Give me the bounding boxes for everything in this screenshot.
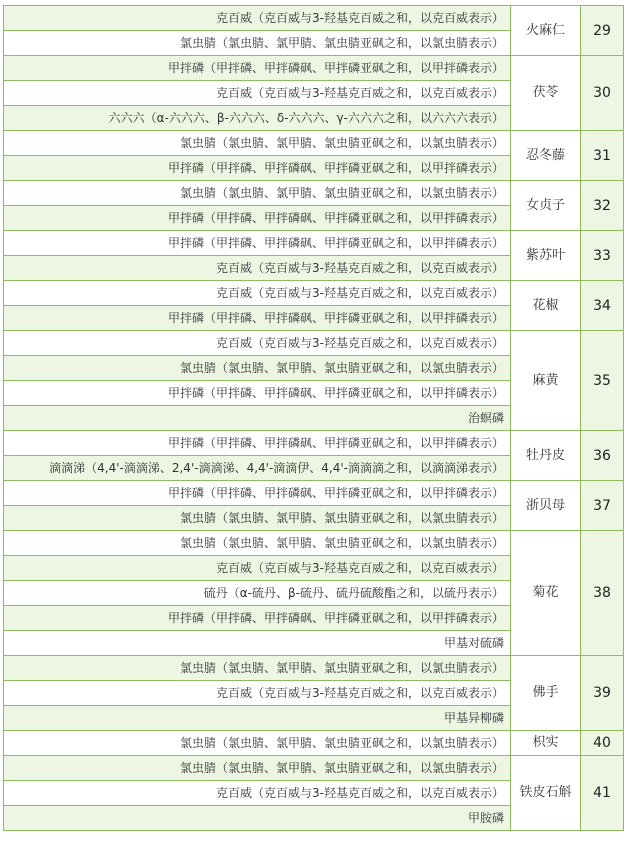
residue-cell: 克百威（克百威与3-羟基克百威之和，以克百威表示） [4,256,511,281]
herb-name-cell: 铁皮石斛 [511,756,581,831]
row-number-cell: 40 [581,731,624,756]
row-number-cell: 31 [581,131,624,181]
row-number-cell: 34 [581,281,624,331]
residue-cell: 氯虫腈（氯虫腈、氯甲腈、氯虫腈亚砜之和，以氯虫腈表示） [4,506,511,531]
residue-cell: 甲拌磷（甲拌磷、甲拌磷砜、甲拌磷亚砜之和，以甲拌磷表示） [4,431,511,456]
table-row [4,331,624,356]
residue-cell: 氯虫腈（氯虫腈、氯甲腈、氯虫腈亚砜之和，以氯虫腈表示） [4,131,511,156]
residue-cell: 六六六（α-六六六、β-六六六、δ-六六六、γ-六六六之和，以六六六表示） [4,106,511,131]
residue-cell: 氯虫腈（氯虫腈、氯甲腈、氯虫腈亚砜之和，以氯虫腈表示） [4,731,511,756]
herb-name-cell: 女贞子 [511,181,581,231]
table-row [4,181,624,206]
table-row [4,231,624,256]
residue-cell: 甲拌磷（甲拌磷、甲拌磷砜、甲拌磷亚砜之和，以甲拌磷表示） [4,56,511,81]
herb-name-cell: 菊花 [511,531,581,656]
row-number-cell: 38 [581,531,624,656]
residue-cell: 氯虫腈（氯虫腈、氯甲腈、氯虫腈亚砜之和，以氯虫腈表示） [4,656,511,681]
row-number-cell: 37 [581,481,624,531]
row-number-cell: 32 [581,181,624,231]
herb-name-cell: 牡丹皮 [511,431,581,481]
residue-cell: 氯虫腈（氯虫腈、氯甲腈、氯虫腈亚砜之和，以氯虫腈表示） [4,531,511,556]
residue-cell: 甲基对硫磷 [4,631,511,656]
herb-name-cell: 茯苓 [511,56,581,131]
herb-name-cell: 花椒 [511,281,581,331]
herb-name-cell: 忍冬藤 [511,131,581,181]
residue-cell: 治螟磷 [4,406,511,431]
table-row [4,6,624,31]
row-number-cell: 41 [581,756,624,831]
residue-cell: 克百威（克百威与3-羟基克百威之和，以克百威表示） [4,556,511,581]
herb-name-cell: 火麻仁 [511,6,581,56]
residue-cell: 克百威（克百威与3-羟基克百威之和，以克百威表示） [4,281,511,306]
residue-cell: 氯虫腈（氯虫腈、氯甲腈、氯虫腈亚砜之和，以氯虫腈表示） [4,756,511,781]
residue-cell: 氯虫腈（氯虫腈、氯甲腈、氯虫腈亚砜之和，以氯虫腈表示） [4,181,511,206]
residue-cell: 克百威（克百威与3-羟基克百威之和，以克百威表示） [4,6,511,31]
herb-name-cell: 麻黄 [511,331,581,431]
herb-name-cell: 紫苏叶 [511,231,581,281]
residue-cell: 克百威（克百威与3-羟基克百威之和，以克百威表示） [4,781,511,806]
residue-cell: 甲基异柳磷 [4,706,511,731]
table-row [4,531,624,556]
residue-cell: 氯虫腈（氯虫腈、氯甲腈、氯虫腈亚砜之和，以氯虫腈表示） [4,31,511,56]
table-body [4,6,624,831]
residue-cell: 甲拌磷（甲拌磷、甲拌磷砜、甲拌磷亚砜之和，以甲拌磷表示） [4,156,511,181]
herb-name-cell: 枳实 [511,731,581,756]
residue-cell: 硫丹（α-硫丹、β-硫丹、硫丹硫酸酯之和，以硫丹表示） [4,581,511,606]
residue-cell: 滴滴涕（4,4'-滴滴涕、2,4'-滴滴涕、4,4'-滴滴伊、4,4'-滴滴滴之和，以滴滴涕表示） [4,456,511,481]
row-number-cell: 35 [581,331,624,431]
residue-cell: 克百威（克百威与3-羟基克百威之和，以克百威表示） [4,81,511,106]
table-row [4,731,624,756]
residue-cell: 甲拌磷（甲拌磷、甲拌磷砜、甲拌磷亚砜之和，以甲拌磷表示） [4,481,511,506]
table-row [4,131,624,156]
table-row [4,431,624,456]
residue-cell: 甲拌磷（甲拌磷、甲拌磷砜、甲拌磷亚砜之和，以甲拌磷表示） [4,206,511,231]
row-number-cell: 30 [581,56,624,131]
table-row [4,56,624,81]
row-number-cell: 33 [581,231,624,281]
residue-cell: 甲拌磷（甲拌磷、甲拌磷砜、甲拌磷亚砜之和，以甲拌磷表示） [4,381,511,406]
residue-cell: 甲拌磷（甲拌磷、甲拌磷砜、甲拌磷亚砜之和，以甲拌磷表示） [4,606,511,631]
residue-cell: 克百威（克百威与3-羟基克百威之和，以克百威表示） [4,331,511,356]
residue-cell: 甲拌磷（甲拌磷、甲拌磷砜、甲拌磷亚砜之和，以甲拌磷表示） [4,231,511,256]
herb-name-cell: 佛手 [511,656,581,731]
table-row [4,481,624,506]
row-number-cell: 36 [581,431,624,481]
residue-cell: 氯虫腈（氯虫腈、氯甲腈、氯虫腈亚砜之和，以氯虫腈表示） [4,356,511,381]
residue-cell: 克百威（克百威与3-羟基克百威之和，以克百威表示） [4,681,511,706]
row-number-cell: 29 [581,6,624,56]
table-row [4,281,624,306]
table-row [4,756,624,781]
residue-cell: 甲胺磷 [4,806,511,831]
residue-cell: 甲拌磷（甲拌磷、甲拌磷砜、甲拌磷亚砜之和，以甲拌磷表示） [4,306,511,331]
row-number-cell: 39 [581,656,624,731]
table-row [4,656,624,681]
herb-name-cell: 浙贝母 [511,481,581,531]
pesticide-residue-table [3,5,624,831]
